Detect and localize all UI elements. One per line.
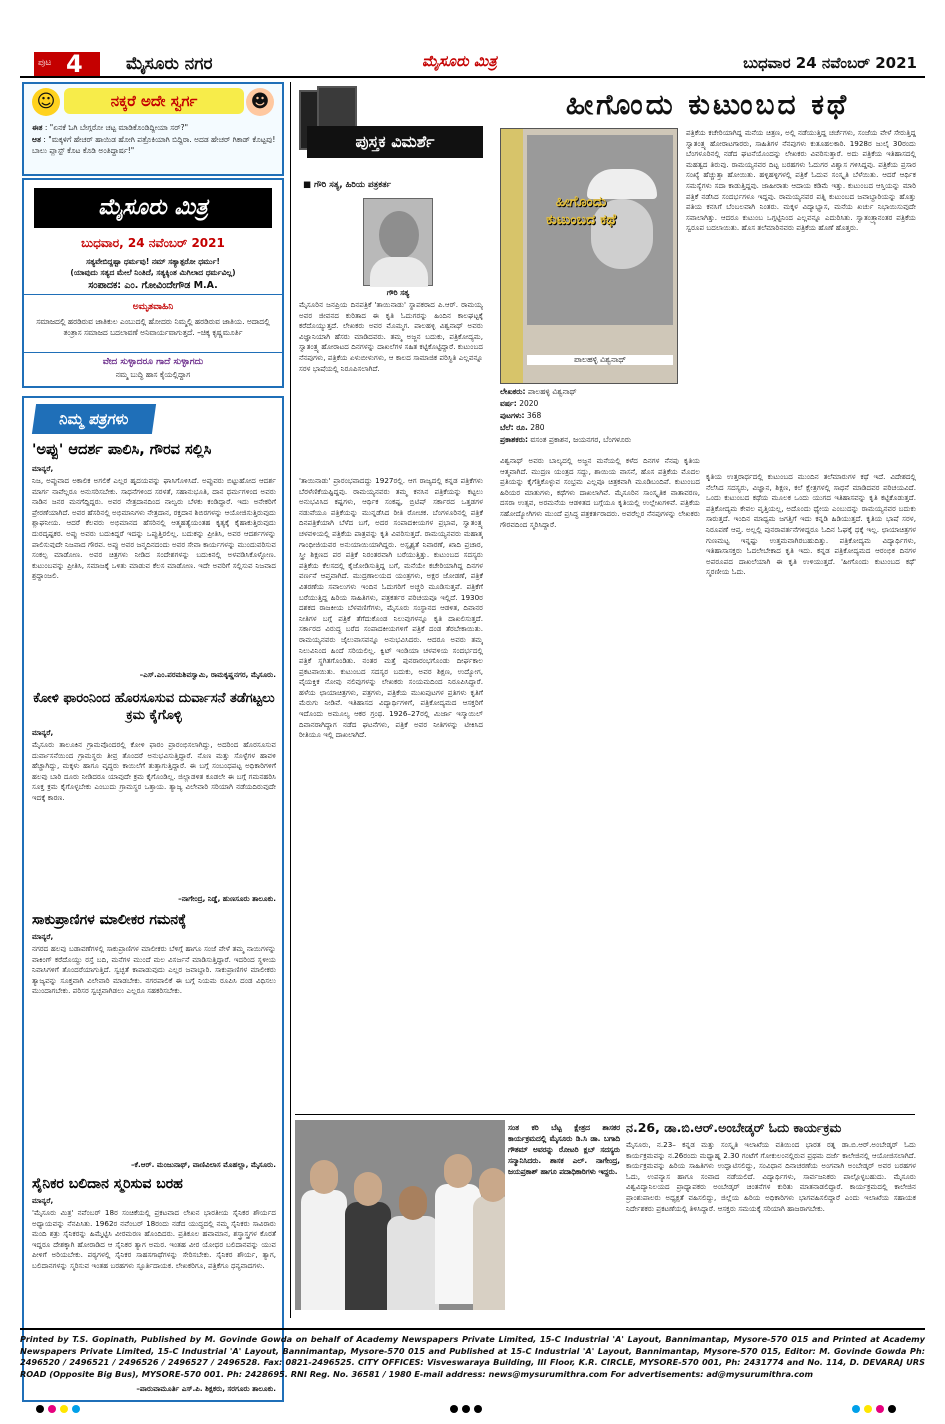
person-2-head bbox=[354, 1172, 382, 1206]
page-number-badge bbox=[34, 52, 100, 76]
motto-line-2: (ಯಾವುದು ಸತ್ಯದ ಮೇಲೆ ನಿಂತಿದೆ, ಸತ್ಯಕ್ಕಿಂತ ಮಿಗಿಲಾದ ಧರ್ಮವಿಲ್ಲ) bbox=[70, 268, 236, 277]
info-year-value: 2020 bbox=[519, 399, 539, 408]
person-3-head bbox=[399, 1186, 427, 1220]
person-1 bbox=[301, 1190, 347, 1310]
joke-box bbox=[22, 82, 284, 176]
proverb-title: ವೇದ ಸುಳ್ಳಾದರೂ ಗಾದೆ ಸುಳ್ಳಾಗದು bbox=[24, 352, 282, 367]
info-publisher-value: ವಸಂತ ಪ್ರಕಾಶನ, ಜಯನಗರ, ಬೆಂಗಳೂರು bbox=[530, 435, 632, 444]
masthead-small: ಮೈಸೂರು ಮಿತ್ರ bbox=[422, 52, 497, 70]
book-cover bbox=[500, 128, 678, 384]
letter-2-body: ಮೈಸೂರು ತಾಲೂಕಿನ ಗ್ರಾಮವೊಂದರಲ್ಲಿ ಕೋಳಿ ಫಾರಂ ಪ್ರಾರಂಭಿಸಲಾಗಿದ್ದು, ಅದರಿಂದ ಹೊರಸೂಸುವ ದುರ್ವಾಸನೆಯಿಂದ ಗ್ರಾಮಸ್ಥರು ತೀವ್ರ ತೊಂದರೆ ಅನುಭವಿಸುತ್ತಿದ್ದಾರೆ. ನೊಣ ಮತ್ತು ಸೊಳ್ಳೆಗಳ ಹಾವಳಿ ಹೆಚ್ಚಾಗಿದ್ದು, ಮಕ್ಕಳು ಹಾಗೂ ವೃದ್ಧರು ಕಾಯಿಲೆಗೆ ತುತ್ತಾಗುತ್ತಿದ್ದಾರೆ. ಈ ಬಗ್ಗೆ ಸಂಬಂಧಪಟ್ಟ ಅಧಿಕಾರಿಗಳಿಗೆ ಹಲವು ಬಾರಿ ದೂರು ನೀಡಿದರೂ ಯಾವುದೇ ಕ್ರಮ ಕೈಗೊಂಡಿಲ್ಲ. ಜಿಲ್ಲಾಡಳಿತ ಕೂಡಲೇ ಈ ಬಗ್ಗೆ ಗಮನಹರಿಸಿ ಸೂಕ್ತ ಕ್ರಮ ಕೈಗೊಳ್ಳಬೇಕು ಎಂಬುದು ಗ್ರಾಮಸ್ಥರ ಒತ್ತಾಯ. ತ್ಯಾಜ್ಯ ವಿಲೇವಾರಿ ಸರಿಯಾಗಿ ನಡೆಯದಿರುವುದೇ ಇದಕ್ಕೆ ಕಾರಣ. bbox=[32, 740, 276, 802]
letter-4-body: 'ಮೈಸೂರು ಮಿತ್ರ' ನವೆಂಬರ್ 18ರ ಸಂಚಿಕೆಯಲ್ಲಿ ಪ್ರಕಟವಾದ ಲೇಖನ ಭಾರತೀಯ ಸೈನಿಕರ ಶೌರ್ಯದ ಅಧ್ಯಾಯವನ್ನು ನೆನಪಿಸಿತು. 1962ರ ನವೆಂಬರ್ 18ರಂದು ನಡೆದ ಯುದ್ಧದಲ್ಲಿ ನಮ್ಮ ಸೈನಿಕರು ಸಾವಿರಾರು ಮಂದಿ ಶತ್ರು ಸೈನಿಕರನ್ನು ಹಿಮ್ಮೆಟ್ಟಿಸಿ ವೀರಮರಣ ಹೊಂದಿದರು. ಪ್ರತಿಕೂಲ ಹವಾಮಾನ, ಶಸ್ತ್ರಾಸ್ತ್ರಗಳ ಕೊರತೆ ಇದ್ದರೂ ದೇಶಕ್ಕಾಗಿ ಹೋರಾಡಿದ ಆ ಸೈನಿಕರ ತ್ಯಾಗ ಅಮರ. ಇಂತಹ ವೀರ ಯೋಧರ ಬಲಿದಾನವನ್ನು ಯುವ ಪೀಳಿಗೆ ಅರಿಯಬೇಕು. ಪಠ್ಯಗಳಲ್ಲಿ ಸೈನಿಕರ ಸಾಹಸಗಾಥೆಗಳನ್ನು ಸೇರಿಸಬೇಕು. ಸೈನಿಕರ ಶೌರ್ಯ, ತ್ಯಾಗ, ಬಲಿದಾನಗಳನ್ನು ಸ್ಮರಿಸುವ ಇಂತಹ ಬರಹಗಳು ಸ್ಫೂರ್ತಿದಾಯಕ. ಲೇಖಕರಿಗೂ, ಪತ್ರಿಕೆಗೂ ಧನ್ಯವಾದಗಳು. bbox=[32, 1208, 276, 1270]
header-date: ಬುಧವಾರ 24 ನವೆಂಬರ್ 2021 bbox=[743, 54, 917, 72]
review-banner bbox=[295, 82, 485, 166]
author-face bbox=[379, 211, 419, 259]
amrita-title: ಅಮೃತವಾಹಿನಿ bbox=[132, 302, 174, 312]
page-header bbox=[20, 48, 925, 78]
person-4-head bbox=[444, 1154, 472, 1188]
letter-1-body: ನಿಜ, ಅಪ್ಪುವಾದ ಅಕಾಲಿಕ ಅಗಲಿಕೆ ಎಲ್ಲರ ಹೃದಯವನ್ನು ಘಾಸಿಗೊಳಿಸಿದೆ. ಅಪ್ಪುವರು ಬಿಟ್ಟುಹೋದ ಆದರ್ಶ ಮಾರ್ಗ ನಾವೆಲ್ಲರೂ ಅನುಸರಿಸಬೇಕು. ಸಾಧನೆಗಳಿಂದ ಸರಳತೆ, ಸಹಾನುಭೂತಿ, ದಾನ ಧರ್ಮಗಳಿಂದ ಅವರು ನಾಡಿನ ಜನರ ಮನಗೆದ್ದಿದ್ದರು. ಅವರ ನೇತ್ರದಾನದಿಂದ ನಾಲ್ವರು ಬೆಳಕು ಕಂಡಿದ್ದಾರೆ. ಇದು ಅನೇಕರಿಗೆ ಪ್ರೇರಣೆಯಾಗಿದೆ. ಅವರ ಹೆಸರಿನಲ್ಲಿ ಅಭಿಮಾನಿಗಳು ನೇತ್ರದಾನ, ರಕ್ತದಾನ ಶಿಬಿರಗಳನ್ನು ಆಯೋಜಿಸುತ್ತಿರುವುದು ಶ್ಲಾಘನೀಯ. ಆದರೆ ಕೆಲವರು ಅಭಿಮಾನದ ಹೆಸರಿನಲ್ಲಿ ಆತ್ಮಹತ್ಯೆಯಂತಹ ಕೃತ್ಯಕ್ಕೆ ಕೈಹಾಕುತ್ತಿರುವುದು ದುರದೃಷ್ಟಕರ. ಅಪ್ಪು ಅವರು ಬದುಕಿದ್ದರೆ ಇದನ್ನು ಒಪ್ಪುತ್ತಿರಲಿಲ್ಲ. ಬದುಕನ್ನು ಪ್ರೀತಿಸಿ, ಅವರ ಆದರ್ಶಗಳನ್ನು ಪಾಲಿಸುವುದೇ ನಿಜವಾದ ಗೌರವ. ಅಪ್ಪು ಅವರ ಜನ್ಮದಿನದಂದು ಅವರ ಸೇವಾ ಕಾರ್ಯಗಳನ್ನು ಮುಂದುವರಿಸುವ ಸಂಕಲ್ಪ ಮಾಡೋಣ. ಅವರ ಚಿತ್ರಗಳು ನೀಡಿದ ಸಂದೇಶಗಳನ್ನು ಬದುಕಿನಲ್ಲಿ ಅಳವಡಿಸಿಕೊಳ್ಳೋಣ. ಕುಟುಂಬವನ್ನು ಪ್ರೀತಿಸಿ, ಸಮಾಜಕ್ಕೆ ಒಳಿತು ಮಾಡುವ ಕೆಲಸ ಮಾಡೋಣ. ಇದೇ ಅವರಿಗೆ ಸಲ್ಲಿಸುವ ನಿಜವಾದ ಶ್ರದ್ಧಾಂಜಲಿ. bbox=[32, 476, 276, 581]
letter-2-salutation: ಮಾನ್ಯರೆ, bbox=[32, 728, 54, 737]
masthead-motto bbox=[28, 256, 278, 278]
cartoon-man-icon: ☻ bbox=[246, 88, 274, 116]
letter-4-salutation: ಮಾನ್ಯರೆ, bbox=[32, 1196, 54, 1205]
joke-speaker-2: ಆತ bbox=[32, 135, 41, 144]
joke-speaker-1: ಈತ bbox=[32, 123, 43, 132]
info-author bbox=[500, 386, 678, 398]
review-paragraph-2: 'ತಾಯಿನಾಡು' ಪ್ರಾರಂಭವಾದದ್ದು 1927ರಲ್ಲಿ. ಆಗ ರಾಜ್ಯದಲ್ಲಿ ಕನ್ನಡ ಪತ್ರಿಕೆಗಳು ಬೆರಳೆಣಿಕೆಯಷ್ಟಿದ್ದವು. ರಾಮಯ್ಯನವರು ತಮ್ಮ ಕನಸಿನ ಪತ್ರಿಕೆಯನ್ನು ಕಟ್ಟಲು ಅನುಭವಿಸಿದ ಕಷ್ಟಗಳು, ಆರ್ಥಿಕ ಸಂಕಷ್ಟ, ಬ್ರಿಟಿಷ್ ಸರ್ಕಾರದ ಒತ್ತಡಗಳ ನಡುವೆಯೂ ಪತ್ರಿಕೆಯನ್ನು ಮುನ್ನಡೆಸಿದ ರೀತಿ ರೋಚಕ. ಬೆಂಗಳೂರಿನಲ್ಲಿ ಪತ್ರಿಕೆ ದಿನಪತ್ರಿಕೆಯಾಗಿ ಬೆಳೆದ ಬಗೆ, ಅದರ ಸಂಪಾದಕೀಯಗಳ ಪ್ರಭಾವ, ಸ್ವಾತಂತ್ರ್ಯ ಚಳವಳಿಯಲ್ಲಿ ಪತ್ರಿಕೆಯ ಪಾತ್ರವನ್ನು ಕೃತಿ ವಿವರಿಸುತ್ತದೆ. ರಾಮಯ್ಯನವರು ಮಹಾತ್ಮ ಗಾಂಧೀಜಿಯವರ ಅನುಯಾಯಿಯಾಗಿದ್ದರು. ಅಸ್ಪೃಶ್ಯತೆ ನಿವಾರಣೆ, ಖಾದಿ ಪ್ರಚಾರ, ಸ್ತ್ರೀ ಶಿಕ್ಷಣದ ಪರ ಪತ್ರಿಕೆ ನಿರಂತರವಾಗಿ ಬರೆಯುತ್ತಿತ್ತು. ಕುಟುಂಬದ ಸದಸ್ಯರು ಪತ್ರಿಕೆಯ ಕೆಲಸದಲ್ಲಿ ಕೈಜೋಡಿಸುತ್ತಿದ್ದ ಬಗೆ, ಮನೆಯೇ ಕಚೇರಿಯಾಗಿದ್ದ ದಿನಗಳ ವರ್ಣನೆ ಆಪ್ತವಾಗಿದೆ. ಮುದ್ರಣಾಲಯದ ಯಂತ್ರಗಳು, ಅಕ್ಷರ ಜೋಡಣೆ, ಪತ್ರಿಕೆ ವಿತರಣೆಯ ಸವಾಲುಗಳು ಇಂದಿನ ಓದುಗರಿಗೆ ಅಚ್ಚರಿ ಮೂಡಿಸುತ್ತವೆ. ಪತ್ರಿಕೆಗೆ ಬರೆಯುತ್ತಿದ್ದ ಹಿರಿಯ ಸಾಹಿತಿಗಳು, ಪತ್ರಕರ್ತರ ಪರಿಚಯವೂ ಇಲ್ಲಿದೆ. 1930ರ ದಶಕದ ರಾಜಕೀಯ ಬೆಳವಣಿಗೆಗಳು, ಮೈಸೂರು ಸಂಸ್ಥಾನದ ಆಡಳಿತ, ದಿವಾನರ ನೀತಿಗಳ ಬಗ್ಗೆ ಪತ್ರಿಕೆ ತೆಗೆದುಕೊಂಡ ನಿಲುವುಗಳನ್ನೂ ಕೃತಿ ದಾಖಲಿಸುತ್ತದೆ. ಸರ್ಕಾರದ ವಿರುದ್ಧ ಬರೆದ ಸಂಪಾದಕೀಯಗಳಿಗೆ ಪತ್ರಿಕೆ ದಂಡ ತೆರಬೇಕಾಯಿತು. ರಾಮಯ್ಯನವರು ಜೈಲುವಾಸವನ್ನೂ ಅನುಭವಿಸಿದರು. ಆದರೂ ಅವರು ತಮ್ಮ ನಿಲುವಿನಿಂದ ಹಿಂದೆ ಸರಿಯಲಿಲ್ಲ. ಕ್ವಿಟ್ ಇಂಡಿಯಾ ಚಳವಳಿಯ ಸಂದರ್ಭದಲ್ಲಿ ಪತ್ರಿಕೆ ಸ್ಥಗಿತಗೊಂಡಿತು. ನಂತರ ಮತ್ತೆ ಪುನರಾರಂಭಗೊಂಡು ದೀರ್ಘಕಾಲ ಪ್ರಕಟವಾಯಿತು. ಕುಟುಂಬದ ಸದಸ್ಯರ ಬದುಕು, ಅವರ ಶಿಕ್ಷಣ, ಉದ್ಯೋಗ, ವೈಯಕ್ತಿಕ ನೋವು ನಲಿವುಗಳನ್ನು ಲೇಖಕರು ಸಂಯಮದಿಂದ ನಿರೂಪಿಸಿದ್ದಾರೆ. ಹಳೆಯ ಛಾಯಾಚಿತ್ರಗಳು, ಪತ್ರಗಳು, ಪತ್ರಿಕೆಯ ಮುಖಪುಟಗಳ ಪ್ರತಿಗಳು ಕೃತಿಗೆ ಮೆರುಗು ನೀಡಿವೆ. ಇತಿಹಾಸದ ವಿದ್ಯಾರ್ಥಿಗಳಿಗೆ, ಪತ್ರಿಕೋದ್ಯಮದ ಆಸಕ್ತರಿಗೆ ಇದೊಂದು ಅಮೂಲ್ಯ ಆಕರ ಗ್ರಂಥ. 1926–27ರಲ್ಲಿ ಮಿರ್ಜಾ ಇಸ್ಮಾಯಿಲ್ ದಿವಾನರಾಗಿದ್ದಾಗ ನಡೆದ ಘಟನೆಗಳು, ಪತ್ರಿಕೆ ಅವರ ನೀತಿಗಳನ್ನು ಟೀಕಿಸಿದ ರೀತಿಯೂ ಇಲ್ಲಿ ದಾಖಲಾಗಿದೆ. bbox=[299, 476, 483, 740]
joke-line-1 bbox=[32, 122, 276, 133]
cover-author: ಪಾಲಹಳ್ಳಿ ವಿಶ್ವನಾಥ್ bbox=[527, 355, 673, 365]
author-photo bbox=[363, 198, 433, 286]
masthead-box bbox=[22, 178, 284, 388]
review-right-paragraph-2: ವಿಶ್ವನಾಥ್ ಅವರು ಬಾಲ್ಯದಲ್ಲಿ ಅಜ್ಜನ ಮನೆಯಲ್ಲಿ ಕಳೆದ ದಿನಗಳ ನೆನಪು ಕೃತಿಯ ಆತ್ಮವಾಗಿದೆ. ಮುದ್ರಣ ಯಂತ್ರದ ಸದ್ದು, ಶಾಯಿಯ ವಾಸನೆ, ಹೊಸ ಪತ್ರಿಕೆಯ ಮೊದಲ ಪ್ರತಿಯನ್ನು ಕೈಗೆತ್ತಿಕೊಳ್ಳುವ ಸಂಭ್ರಮ ಎಲ್ಲವೂ ಚಿತ್ರಕವಾಗಿ ಮೂಡಿಬಂದಿವೆ. ಕುಟುಂಬದ ಹಿರಿಯರ ಮಾತುಗಳು, ಕಥೆಗಳು ದಾಖಲಾಗಿವೆ. ಮೈಸೂರಿನ ಸಾಂಸ್ಕೃತಿಕ ವಾತಾವರಣ, ದಸರಾ ಉತ್ಸವ, ಅರಮನೆಯ ಆಡಳಿತದ ಬಗ್ಗೆಯೂ ಕೃತಿಯಲ್ಲಿ ಉಲ್ಲೇಖಗಳಿವೆ. ಪತ್ರಿಕೆಯ ಸಹೋದ್ಯೋಗಿಗಳು ಮುಂದೆ ಪ್ರಸಿದ್ಧ ಪತ್ರಕರ್ತರಾದರು. ಅವರೆಲ್ಲರ ನೆನಪುಗಳನ್ನು ಲೇಖಕರು ಗೌರವದಿಂದ ಸ್ಮರಿಸಿದ್ದಾರೆ. bbox=[500, 456, 700, 529]
review-intro-side bbox=[437, 194, 483, 294]
author-photo-caption: ಗೌರಿ ಸತ್ಯ bbox=[386, 288, 410, 297]
letter-4-signature: –ಪಾರುವಾಮೂರ್ತಿ ಎಸ್.ಪಿ. ಶಿಕ್ಷಕರು, ಸರಗೂರು ತಾಲೂಕು. bbox=[136, 1384, 276, 1393]
cover-spine bbox=[501, 129, 523, 384]
cover-title: ಹೀಗೊಂದು ಕುಟುಂಬದ ಕಥೆ bbox=[546, 194, 616, 228]
registration-marks-center bbox=[450, 1398, 486, 1408]
joke-title: ನಕ್ಕರೆ ಅದೇ ಸ್ವರ್ಗ bbox=[64, 88, 244, 114]
joke-text-2: : "ಮಕ್ಕಳಿಗೆ ಹೇಚರ್ ಹಾಯಿಡ ಹೋಗಿ ಪತ್ರೊಕಿಯಾಗಿ ಬಿದ್ದಿರಾ. ಅದಡ ಹೇಚರ್ ಗಿಕಾಡ್ ಕೊಟ್ಟವು! ಬಾಲು ಪ್ಲಾಸ್ಟ್ ಕೊಟ ಕೊಡಿ ಅಂತಿದ್ದಾರ್ಷ!" bbox=[32, 135, 276, 155]
registration-marks-left bbox=[36, 1398, 84, 1408]
event-photo bbox=[295, 1120, 505, 1310]
letter-3-heading: ಸಾಕುಪ್ರಾಣಿಗಳ ಮಾಲೀಕರ ಗಮನಕ್ಕೆ bbox=[32, 912, 187, 928]
masthead-logo: ಮೈಸೂರು ಮಿತ್ರ bbox=[34, 188, 272, 228]
review-right-paragraph-3: ಕೃತಿಯ ಉತ್ತರಾರ್ಧದಲ್ಲಿ ಕುಟುಂಬದ ಮುಂದಿನ ತಲೆಮಾರುಗಳ ಕಥೆ ಇದೆ. ವಿದೇಶದಲ್ಲಿ ನೆಲೆಸಿದ ಸದಸ್ಯರು, ವಿಜ್ಞಾನ, ಶಿಕ್ಷಣ, ಕಲೆ ಕ್ಷೇತ್ರಗಳಲ್ಲಿ ಸಾಧನೆ ಮಾಡಿದವರ ಪರಿಚಯವಿದೆ. ಒಂದು ಕುಟುಂಬದ ಕಥೆಯ ಮೂಲಕ ಒಂದು ಯುಗದ ಇತಿಹಾಸವನ್ನು ಕೃತಿ ಕಟ್ಟಿಕೊಡುತ್ತದೆ. ಪತ್ರಿಕೋದ್ಯಮ ಕೇವಲ ವೃತ್ತಿಯಲ್ಲ, ಅದೊಂದು ಧ್ಯೇಯ ಎಂಬುದನ್ನು ರಾಮಯ್ಯನವರ ಬದುಕು ಸಾರುತ್ತದೆ. ಇಂದಿನ ಮಾಧ್ಯಮ ಜಗತ್ತಿಗೆ ಇದು ಕನ್ನಡಿ ಹಿಡಿಯುತ್ತದೆ. ಕೃತಿಯ ಭಾಷೆ ಸರಳ, ನಿರೂಪಣೆ ಆಪ್ತ. ಅಲ್ಲಲ್ಲಿ ಪುನರಾವರ್ತನೆಗಳಿದ್ದರೂ ಓದಿನ ಓಘಕ್ಕೆ ಧಕ್ಕೆ ಇಲ್ಲ. ಛಾಯಾಚಿತ್ರಗಳ ಗುಣಮಟ್ಟ ಇನ್ನಷ್ಟು ಉತ್ತಮವಾಗಿರಬಹುದಿತ್ತು. ಪತ್ರಿಕೋದ್ಯಮ ವಿದ್ಯಾರ್ಥಿಗಳು, ಇತಿಹಾಸಾಸಕ್ತರು ಓದಲೇಬೇಕಾದ ಕೃತಿ ಇದು. ಕನ್ನಡ ಪತ್ರಿಕೋದ್ಯಮದ ಆರಂಭಿಕ ದಿನಗಳ ಅಪರೂಪದ ದಾಖಲೆಯಾಗಿ ಈ ಕೃತಿ ಉಳಿಯುತ್ತದೆ. 'ಹೀಗೊಂದು ಕುಟುಂಬದ ಕಥೆ' ಸ್ಮರಣೀಯ ಓದು. bbox=[706, 472, 916, 577]
letter-2-heading: ಕೋಳಿ ಫಾರಂನಿಂದ ಹೊರಸೂಸುವ ದುರ್ವಾಸನೆ ತಡೆಗಟ್ಟಲು ಕ್ರಮ ಕೈಗೊಳ್ಳಿ bbox=[33, 691, 275, 723]
ambedkar-headline: ನ.26, ಡಾ.ಬಿ.ಆರ್.ಅಂಬೇಡ್ಕರ್ ಓದು ಕಾರ್ಯಕ್ರಮ bbox=[626, 1120, 842, 1135]
review-intro-narrow bbox=[299, 194, 361, 294]
letters-banner: ನಿಮ್ಮ ಪತ್ರಗಳು bbox=[32, 404, 156, 434]
letter-1-salutation: ಮಾನ್ಯರೆ, bbox=[32, 464, 54, 473]
imprint-footer: Printed by T.S. Gopinath, Published by M. Govinde Gowda on behalf of Academy Newspapers Private Limited, 15-C Industrial 'A' Layout, Bannimantap, Mysore-570 015 and Printed at Academy Newspapers Private Limited, 15-C Industrial 'A' Layout, Bannimantap, Mysore-570 015 and Published at 15-C Industrial 'A' Layout, Bannimantap, Mysore-570 015, Editor: M. Govinde Gowda Ph: 2496520 / 2496521 / 2496526 / 2496527 / 2496528. Fax: 0821-2496525. CITY OFFICES: Visveswaraya Building, III Floor, K.R. CIRCLE, MYSORE-570 001, Ph: 2431774 and No. 114, D. DEVARAJ URS ROAD (Opposite Big Bus), MYSORE-570 001. Ph: 2428695. RNI Reg. No. 36581 / 1980 E-mail address: news@mysurumithra.com For advertisements: ad@mysurumithra.com bbox=[20, 1328, 925, 1384]
proverb-text: ನಮ್ಮ ಬುದ್ಧಿ ಹಾಸ ಕೈಯಲ್ಲಿದ್ದಾಗ bbox=[115, 370, 191, 379]
letter-3-body: ನಗರದ ಹಲವು ಬಡಾವಣೆಗಳಲ್ಲಿ ಸಾಕುಪ್ರಾಣಿಗಳ ಮಾಲೀಕರು ಬೆಳಿಗ್ಗೆ ಹಾಗೂ ಸಂಜೆ ವೇಳೆ ತಮ್ಮ ನಾಯಿಗಳನ್ನು ವಾಕಿಂಗ್ ಕರೆದೊಯ್ದು ರಸ್ತೆ ಬದಿ, ಮನೆಗಳ ಮುಂದೆ ಮಲ ವಿಸರ್ಜನೆ ಮಾಡಿಸುತ್ತಿದ್ದಾರೆ. ಇದರಿಂದ ಸ್ಥಳೀಯ ನಿವಾಸಿಗಳಿಗೆ ತೊಂದರೆಯಾಗುತ್ತಿದೆ. ಸ್ವಚ್ಛತೆ ಕಾಪಾಡುವುದು ಎಲ್ಲರ ಜವಾಬ್ದಾರಿ. ಸಾಕುಪ್ರಾಣಿಗಳ ಮಾಲೀಕರು ತ್ಯಾಜ್ಯವನ್ನು ಸೂಕ್ತವಾಗಿ ವಿಲೇವಾರಿ ಮಾಡಬೇಕು. ನಗರಪಾಲಿಕೆ ಈ ಬಗ್ಗೆ ನಿಯಮ ರೂಪಿಸಿ ದಂಡ ವಿಧಿಸಲು ಮುಂದಾಗಬೇಕು. ಪರಿಸರ ಸ್ವಚ್ಛವಾಗಿಡಲು ಎಲ್ಲರೂ ಸಹಕರಿಸಬೇಕು. bbox=[32, 944, 276, 996]
masthead-date: ಬುಧವಾರ, 24 ನವೆಂಬರ್ 2021 bbox=[81, 236, 225, 250]
letter-1-signature: –ಎಸ್.ಎಂ.ಪರಮಶಿವಸ್ವಾಮಿ, ರಾಮಕೃಷ್ಣನಗರ, ಮೈಸೂರು. bbox=[139, 670, 276, 679]
editor-line: ಸಂಪಾದಕ: ಎಂ. ಗೋವಿಂದೇಗೌಡ M.A. bbox=[24, 280, 282, 295]
letters-box bbox=[22, 396, 284, 1402]
letter-4-heading: ಸೈನಿಕರ ಬಲಿದಾನ ಸ್ಮರಿಸುವ ಬರಹ bbox=[32, 1176, 183, 1192]
motto-line-1: ಸತ್ಯವೇಬಿದ್ದಷ್ಟಾ ಧರ್ಮವು! ನಮ್ ಸತ್ಯಾತ್ಪರೋ ಧರ್ಮು! bbox=[86, 257, 220, 266]
letter-2-signature: –ನಾಗೇಂದ್ರ, ನಿಡ್ಡೆ, ಹುಣಸೂರು ತಾಲೂಕು. bbox=[178, 894, 276, 903]
info-price bbox=[500, 422, 678, 434]
review-right-paragraph-1: ಪತ್ರಿಕೆಯ ಕಚೇರಿಯಾಗಿದ್ದ ಮನೆಯ ಚಿತ್ರಣ, ಅಲ್ಲಿ ನಡೆಯುತ್ತಿದ್ದ ಚರ್ಚೆಗಳು, ಸಂಜೆಯ ವೇಳೆ ಸೇರುತ್ತಿದ್ದ ಸ್ವಾತಂತ್ರ್ಯ ಹೋರಾಟಗಾರರು, ಸಾಹಿತಿಗಳ ನೆನಪುಗಳು ಕುತೂಹಲಕಾರಿ. 1928ರ ಜುಲೈ 30ರಂದು ಬೆಂಗಳೂರಿನಲ್ಲಿ ನಡೆದ ಘಟನೆಯೊಂದನ್ನು ಲೇಖಕರು ವಿವರಿಸುತ್ತಾರೆ. ಅದು ಪತ್ರಿಕೆಯ ಇತಿಹಾಸದಲ್ಲಿ ಮಹತ್ವದ ತಿರುವು. ರಾಮಯ್ಯನವರ ದಿಟ್ಟ ಬರಹಗಳು ಓದುಗರ ವಿಶ್ವಾಸ ಗಳಿಸಿದ್ದವು. ಪತ್ರಿಕೆಯ ಪ್ರಸಾರ ಸಂಖ್ಯೆ ಹೆಚ್ಚುತ್ತಾ ಹೋಯಿತು. ಹಳ್ಳಿಹಳ್ಳಿಗಳಲ್ಲಿ ಪತ್ರಿಕೆ ಓದುವ ಸಂಸ್ಕೃತಿ ಬೆಳೆಯಿತು. ಆದರೆ ಆರ್ಥಿಕ ಸಮಸ್ಯೆಗಳು ಸದಾ ಕಾಡುತ್ತಿದ್ದವು. ಜಾಹೀರಾತು ಆದಾಯ ಕಡಿಮೆ ಇತ್ತು. ಕುಟುಂಬದ ಆಸ್ತಿಯನ್ನು ಮಾರಿ ಪತ್ರಿಕೆ ನಡೆಸಿದ ಸಂದರ್ಭಗಳೂ ಇದ್ದವು. ರಾಮಯ್ಯನವರ ಪತ್ನಿ ಕುಟುಂಬದ ಜವಾಬ್ದಾರಿಯನ್ನು ಹೊತ್ತು ಪತಿಯ ಕನಸಿಗೆ ಬೆಂಬಲವಾಗಿ ನಿಂತರು. ಮಕ್ಕಳ ವಿದ್ಯಾಭ್ಯಾಸ, ಮನೆಯ ಖರ್ಚು ನಿಭಾಯಿಸುವುದೇ ಸವಾಲಾಗಿತ್ತು. ಆದರೂ ಕುಟುಂಬ ಒಗ್ಗಟ್ಟಿನಿಂದ ಎಲ್ಲವನ್ನೂ ಎದುರಿಸಿತು. ಸ್ವಾತಂತ್ರ್ಯಾನಂತರ ಪತ್ರಿಕೆಯ ಸ್ವರೂಪ ಬದಲಾಯಿತು. ಹೊಸ ತಲೆಮಾರಿನವರು ಪತ್ರಿಕೆಯ ಹೊಣೆ ಹೊತ್ತರು. bbox=[686, 128, 916, 233]
joke-text-1: : "ಏನಕೆ ಓಗಿ ಬೇಗ್ಗರೋ ಚಟ್ಟ ಮಾಡಿಕೊಂಡಿದ್ದೀಯಾ ಸರ್?" bbox=[44, 123, 189, 132]
person-5-head bbox=[479, 1168, 505, 1202]
registration-marks-right bbox=[852, 1398, 900, 1408]
ambedkar-body: ಮೈಸೂರು, ನ.23– ಕನ್ನಡ ಮತ್ತು ಸಂಸ್ಕೃತಿ ಇಲಾಖೆಯ ವತಿಯಿಂದ ಭಾರತ ರತ್ನ ಡಾ.ಬಿ.ಆರ್.ಅಂಬೇಡ್ಕರ್ ಓದು ಕಾರ್ಯಕ್ರಮವನ್ನು ನ.26ರಂದು ಮಧ್ಯಾಹ್ನ 2.30 ಗಂಟೆಗೆ ಗೋಕುಲಂನಲ್ಲಿರುವ ಪ್ರಥಮ ದರ್ಜೆ ಕಾಲೇಜಿನಲ್ಲಿ ಆಯೋಜಿಸಲಾಗಿದೆ. ಕಾರ್ಯಕ್ರಮವನ್ನು ಹಿರಿಯ ಸಾಹಿತಿಗಳು ಉದ್ಘಾಟಿಸಲಿದ್ದು, ಸಂವಿಧಾನ ದಿನಾಚರಣೆಯ ಅಂಗವಾಗಿ ಅಂಬೇಡ್ಕರ್ ಅವರ ಬರಹಗಳ ಓದು, ಉಪನ್ಯಾಸ ಹಾಗೂ ಸಂವಾದ ನಡೆಯಲಿದೆ. ವಿದ್ಯಾರ್ಥಿಗಳು, ಸಾರ್ವಜನಿಕರು ಪಾಲ್ಗೊಳ್ಳಬಹುದು. ಮೈಸೂರು ವಿಶ್ವವಿದ್ಯಾನಿಲಯದ ಪ್ರಾಧ್ಯಾಪಕರು ಅಂಬೇಡ್ಕರ್ ಚಿಂತನೆಗಳ ಕುರಿತು ಮಾತನಾಡಲಿದ್ದಾರೆ. ಕಾರ್ಯಕ್ರಮದಲ್ಲಿ ಕಾಲೇಜಿನ ಪ್ರಾಂಶುಪಾಲರು ಅಧ್ಯಕ್ಷತೆ ವಹಿಸಲಿದ್ದು, ಜಿಲ್ಲೆಯ ಹಿರಿಯ ಅಧಿಕಾರಿಗಳು ಭಾಗವಹಿಸಲಿದ್ದಾರೆ ಎಂದು ಇಲಾಖೆಯ ಸಹಾಯಕ ನಿರ್ದೇಶಕರು ಪ್ರಕಟಣೆಯಲ್ಲಿ ತಿಳಿಸಿದ್ದಾರೆ. ಆಸಕ್ತರು ಸಮಯಕ್ಕೆ ಸರಿಯಾಗಿ ಹಾಜರಾಗಬೇಕು. bbox=[626, 1140, 916, 1213]
cover-portrait bbox=[527, 135, 673, 325]
info-pages-key: ಪುಟಗಳು: bbox=[500, 411, 525, 420]
joke-line-2 bbox=[32, 134, 276, 156]
page-number: 4 bbox=[66, 50, 83, 78]
review-byline: ■ ಗೌರಿ ಸತ್ಯ, ಹಿರಿಯ ಪತ್ರಕರ್ತ bbox=[303, 180, 392, 190]
info-price-value: 280 bbox=[530, 423, 545, 432]
info-year bbox=[500, 398, 678, 410]
info-publisher bbox=[500, 434, 678, 446]
laughing-face-icon: ☺ bbox=[32, 88, 60, 116]
page-word: ಪುಟ bbox=[38, 58, 52, 68]
review-section-title: ಪುಸ್ತಕ ವಿಮರ್ಶೆ bbox=[307, 126, 483, 158]
review-headline: ಹೀಗೊಂದು ಕುಟುಂಬದ ಕಥೆ bbox=[565, 88, 850, 121]
letter-1-heading: 'ಅಪ್ಪು' ಆದರ್ಶ ಪಾಲಿಸಿ, ಗೌರವ ಸಲ್ಲಿಸಿ bbox=[32, 442, 212, 458]
info-pages-value: 368 bbox=[526, 411, 542, 420]
column-divider bbox=[290, 82, 291, 1318]
bottom-divider bbox=[295, 1114, 915, 1115]
info-pages bbox=[500, 410, 678, 422]
person-3 bbox=[387, 1216, 439, 1310]
photo-caption: ಸಂತ ಕರಿ ಬೆಟ್ಟ ಕ್ಷೇತ್ರದ ಶಾಸಕರ ಕಾರ್ಯಕ್ರಮದಲ್ಲಿ ಮೈಸೂರು ಡಿ.ಸಿ ಡಾ. ಬಗಾದಿ ಗೌತಮ್ ಅವರನ್ನು ರೋಟರಿ ಕ್ಲಬ್ ಸದಸ್ಯರು ಸನ್ಮಾನಿಸಿದರು. ಶಾಸಕ ಎಲ್. ನಾಗೇಂದ್ರ, ಜಯಪ್ರಕಾಶ್ ಹಾಗೂ ಪದಾಧಿಕಾರಿಗಳು ಇದ್ದರು. bbox=[508, 1123, 620, 1176]
person-5 bbox=[473, 1196, 505, 1310]
letter-3-salutation: ಮಾನ್ಯರೆ, bbox=[32, 932, 54, 941]
amrita-text: ಸಮಾಜದಲ್ಲಿ ಹರಡಿರುವ ಜಾತಿಕುಲ ಎಂಬುದಲ್ಲಿ ಹೋದರು ನಿಮ್ಮಲ್ಲಿ ಹರಡಿರುವ ಜಾತಿಯ. ಅದಾದಲ್ಲಿ ತಂತ್ರಾಸ ಸಮಾಜದ ಬದಲಾವಣೆ ಅನಿವಾರ್ಯವಾಗುತ್ತದೆ. –ಚಿಕ್ಕ ಕೃಷ್ಣಮೂರ್ತಿ bbox=[36, 317, 270, 337]
info-year-key: ವರ್ಷ: bbox=[500, 399, 517, 408]
person-1-head bbox=[310, 1160, 338, 1194]
info-price-key: ಬೆಲೆ: ರೂ. bbox=[500, 423, 528, 432]
info-author-key: ಲೇಖಕರು: bbox=[500, 387, 526, 396]
author-body bbox=[370, 257, 428, 287]
letter-3-signature: –ಕೆ.ಆರ್. ಮಂಜುನಾಥ್, ವಾಣಿವಿಲಾಸ ಮೊಹಲ್ಲಾ, ಮೈಸೂರು. bbox=[130, 1160, 276, 1169]
section-title: ಮೈಸೂರು ನಗರ bbox=[126, 54, 213, 74]
book-info bbox=[500, 386, 678, 446]
person-2 bbox=[345, 1202, 391, 1310]
review-paragraph-1: ಮೈಸೂರಿನ ಜನಪ್ರಿಯ ದಿನಪತ್ರಿಕೆ 'ತಾಯಿನಾಡು' ಸ್ಥಾಪಕರಾದ ಪಿ.ಆರ್. ರಾಮಯ್ಯ ಅವರ ಜೀವನದ ಕುರಿತಾದ ಈ ಕೃತಿ ಓದುಗರನ್ನು ಹಿಂದಿನ ಕಾಲಘಟ್ಟಕ್ಕೆ ಕರೆದೊಯ್ಯುತ್ತದೆ. ಲೇಖಕರು ಅವರ ಮೊಮ್ಮಗ. ಪಾಲಹಳ್ಳಿ ವಿಶ್ವನಾಥ್ ಅವರು ವಿಜ್ಞಾನಿಯಾಗಿ ಹೆಸರು ಮಾಡಿದವರು. ತಮ್ಮ ಅಜ್ಜನ ಬದುಕು, ಪತ್ರಿಕೋದ್ಯಮ, ಸ್ವಾತಂತ್ರ್ಯ ಹೋರಾಟದ ದಿನಗಳನ್ನು ದಾಖಲೆಗಳ ಸಹಿತ ಕಟ್ಟಿಕೊಟ್ಟಿದ್ದಾರೆ. ಕುಟುಂಬದ ನೆನಪುಗಳು, ಪತ್ರಿಕೆಯ ಏಳುಬೀಳುಗಳು, ಆ ಕಾಲದ ಸಾಮಾಜಿಕ ಪರಿಸ್ಥಿತಿ ಎಲ್ಲವನ್ನೂ ಸರಳ ಭಾಷೆಯಲ್ಲಿ ನಿರೂಪಿಸಲಾಗಿದೆ. bbox=[299, 300, 483, 373]
info-author-value: ಪಾಲಹಳ್ಳಿ ವಿಶ್ವನಾಥ್ bbox=[527, 387, 577, 396]
info-publisher-key: ಪ್ರಕಾಶಕರು: bbox=[500, 435, 528, 444]
